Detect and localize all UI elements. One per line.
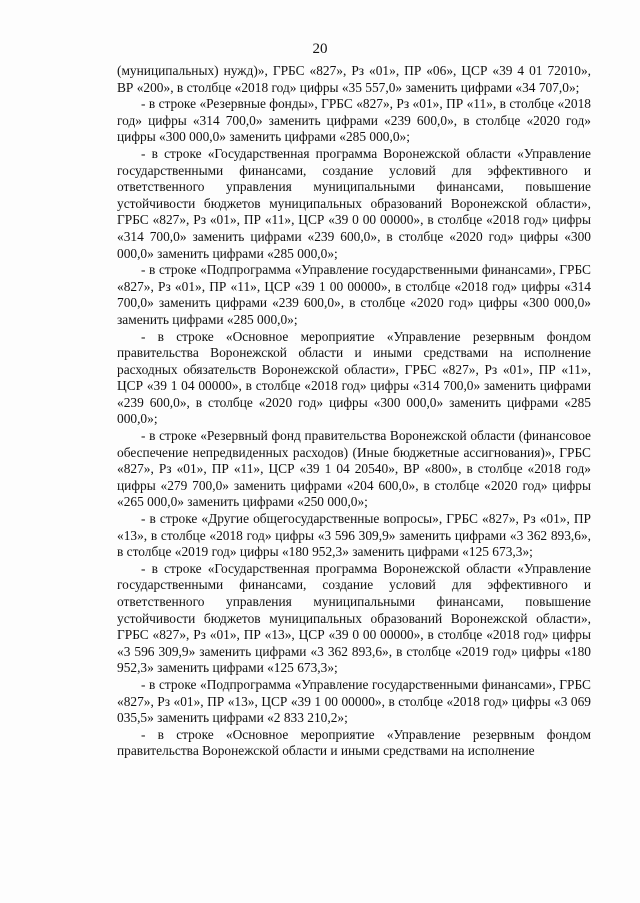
paragraph: - в строке «Государственная программа Воронежской области «Управление государственными финансами, создание условий для эффективного и ответственного управления муниципальными финансами, повышение устойчивости бюджетов муниципальных образований Воронежской области», ГРБС «827», Рз «01», ПР «11», ЦСР «39 0 00 00000», в столбце «2018 год» цифры «314 700,0» заменить цифрами «239 600,0», в столбце «2020 год» цифры «300 000,0» заменить цифрами «285 000,0»; [117,145,591,261]
paragraph: - в строке «Основное мероприятие «Управление резервным фондом правительства Воронежской области и иными средствами на исполнение расходных обязательств Воронежской области», ГРБС «827», Рз «01», ПР «11», ЦСР «39 1 04 00000», в столбце «2018 год» цифры «314 700,0» заменить цифрами «239 600,0», в столбце «2020 год» цифры «300 000,0» заменить цифрами «285 000,0»; [117,328,591,427]
page-number: 20 [312,41,328,57]
paragraph: - в строке «Резервные фонды», ГРБС «827», Рз «01», ПР «11», в столбце «2018 год» цифры «314 700,0» заменить цифрами «239 600,0», в столбце «2020 год» цифры «300 000,0» заменить цифрами «285 000,0»; [117,96,591,145]
paragraph: - в строке «Резервный фонд правительства Воронежской области (финансовое обеспечение непредвиденных расходов) (Иные бюджетные ассигнования)», ГРБС «827», Рз «01», ПР «11», ЦСР «39 1 04 20540», ВР «800», в столбце «2018 год» цифры «279 700,0» заменить цифрами «204 600,0», в столбце «2020 год» цифры «265 000,0» заменить цифрами «250 000,0»; [117,428,591,510]
paragraph: - в строке «Основное мероприятие «Управление резервным фондом правительства Воронежской области и иными средствами на исполнение [117,726,591,759]
paragraph: - в строке «Подпрограмма «Управление государственными финансами», ГРБС «827», Рз «01», ПР «11», ЦСР «39 1 00 00000», в столбце «2018 год» цифры «314 700,0» заменить цифрами «239 600,0», в столбце «2020 год» цифры «300 000,0» заменить цифрами «285 000,0»; [117,262,591,327]
paragraph: - в строке «Другие общегосударственные вопросы», ГРБС «827», Рз «01», ПР «13», в столбце «2018 год» цифры «3 596 309,9» заменить цифрами «3 362 893,6», в столбце «2019 год» цифры «180 952,3» заменить цифрами «125 673,3»; [117,511,591,560]
paragraph: - в строке «Государственная программа Воронежской области «Управление государственными финансами, создание условий для эффективного и ответственного управления муниципальными финансами, повышение устойчивости бюджетов муниципальных образований Воронежской области», ГРБС «827», Рз «01», ПР «13», ЦСР «39 0 00 00000», в столбце «2018 год» цифры «3 596 309,9» заменить цифрами «3 362 893,6», в столбце «2019 год» цифры «180 952,3» заменить цифрами «125 673,3»; [117,560,591,676]
paragraph: (муниципальных) нужд)», ГРБС «827», Рз «01», ПР «06», ЦСР «39 4 01 72010», ВР «200», в столбце «2018 год» цифры «35 557,0» заменить цифрами «34 707,0»; [117,63,591,95]
paragraph: - в строке «Подпрограмма «Управление государственными финансами», ГРБС «827», Рз «01», ПР «13», ЦСР «39 1 00 00000», в столбце «2018 год» цифры «3 069 035,5» заменить цифрами «2 833 210,2»; [117,676,591,726]
document-body [117,63,591,760]
